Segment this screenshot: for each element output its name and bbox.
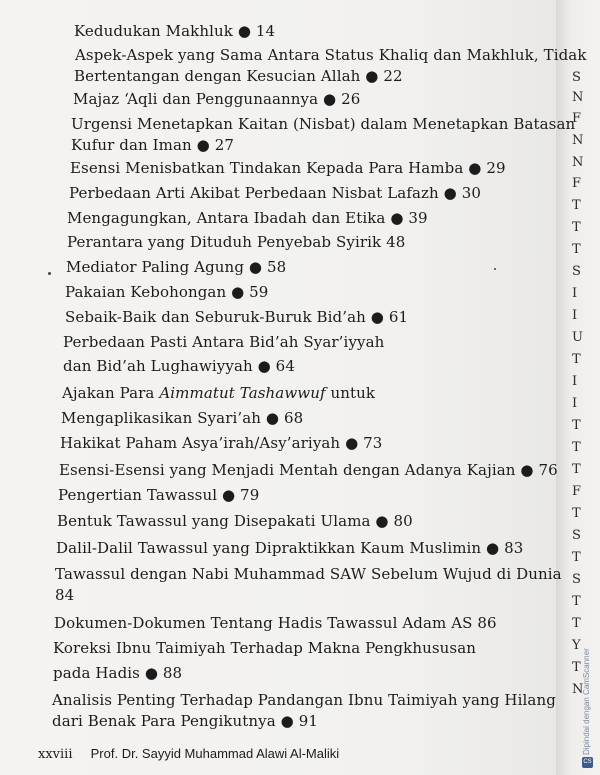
toc-entry: Kedudukan Makhluk ● 14 bbox=[74, 22, 276, 40]
facing-page-letter: F bbox=[572, 176, 582, 191]
facing-page-letter: N bbox=[572, 155, 584, 170]
facing-page-letter: N bbox=[572, 90, 584, 105]
toc-entry: Perbedaan Pasti Antara Bid’ah Syar’iyyah bbox=[63, 333, 385, 351]
facing-page-letter: T bbox=[572, 660, 581, 675]
facing-page-letter: U bbox=[572, 330, 583, 345]
toc-entry: Mengaplikasikan Syari’ah ● 68 bbox=[61, 409, 304, 427]
facing-page-letter: T bbox=[572, 352, 581, 367]
toc-entry: Ajakan Para Aimmatut Tashawwuf untuk bbox=[62, 384, 376, 402]
toc-entry: Pakaian Kebohongan ● 59 bbox=[65, 283, 269, 301]
toc-entry: pada Hadis ● 88 bbox=[53, 664, 183, 682]
ink-speck bbox=[494, 268, 496, 270]
toc-entry: Sebaik-Baik dan Seburuk-Buruk Bid’ah ● 61 bbox=[65, 308, 409, 326]
facing-page-letter: N bbox=[572, 133, 584, 148]
facing-page-letter: T bbox=[572, 242, 581, 257]
toc-entry: Koreksi Ibnu Taimiyah Terhadap Makna Pengkhususan bbox=[53, 639, 476, 657]
toc-entry: Mediator Paling Agung ● 58 bbox=[66, 258, 287, 276]
facing-page-letter: T bbox=[572, 616, 581, 631]
facing-page-letter: T bbox=[572, 198, 581, 213]
facing-page-letter: I bbox=[572, 396, 578, 411]
toc-entry: Bentuk Tawassul yang Disepakati Ulama ● 80 bbox=[57, 512, 413, 530]
toc-entry: dari Benak Para Pengikutnya ● 91 bbox=[52, 712, 319, 730]
toc-entry: Analisis Penting Terhadap Pandangan Ibnu Taimiyah yang Hilang bbox=[52, 691, 556, 709]
toc-entry: Majaz ‘Aqli dan Penggunaannya ● 26 bbox=[73, 90, 361, 108]
facing-page-letter: S bbox=[572, 70, 581, 85]
facing-page-letter: T bbox=[572, 506, 581, 521]
toc-entry: Bertentangan dengan Kesucian Allah ● 22 bbox=[74, 67, 403, 85]
ink-speck bbox=[48, 272, 51, 275]
facing-page-letter: T bbox=[572, 440, 581, 455]
scanner-watermark bbox=[582, 645, 596, 755]
toc-entry: Perantara yang Dituduh Penyebab Syirik 48 bbox=[67, 233, 406, 251]
facing-page-letter: I bbox=[572, 374, 578, 389]
toc-entry: Hakikat Paham Asya’irah/Asy’ariyah ● 73 bbox=[60, 434, 383, 452]
toc-entry: dan Bid’ah Lughawiyyah ● 64 bbox=[63, 357, 295, 375]
scanner-watermark-text: Dipindai dengan CamScanner bbox=[582, 648, 591, 755]
toc-entry: 84 bbox=[55, 586, 75, 604]
facing-page-letter: T bbox=[572, 594, 581, 609]
toc-entry: Tawassul dengan Nabi Muhammad SAW Sebelum Wujud di Dunia bbox=[55, 565, 562, 583]
toc-entry: Dalil-Dalil Tawassul yang Dipraktikkan Kaum Muslimin ● 83 bbox=[56, 539, 524, 557]
toc-entry: Mengagungkan, Antara Ibadah dan Etika ● 39 bbox=[67, 209, 428, 227]
facing-page-letter: Y bbox=[572, 638, 581, 653]
facing-page-letter: T bbox=[572, 418, 581, 433]
camscanner-logo-icon: CS bbox=[582, 757, 593, 768]
toc-entry: Aspek-Aspek yang Sama Antara Status Khaliq dan Makhluk, Tidak bbox=[75, 46, 587, 64]
page-footer bbox=[38, 746, 339, 762]
toc-entry: Kufur dan Iman ● 27 bbox=[71, 136, 235, 154]
facing-page-letter: F bbox=[572, 111, 582, 126]
facing-page-letter: I bbox=[572, 286, 578, 301]
running-footer-author: Prof. Dr. Sayyid Muhammad Alawi Al-Maliki bbox=[90, 746, 340, 761]
facing-page-letter: T bbox=[572, 550, 581, 565]
facing-page-letter: F bbox=[572, 484, 582, 499]
page-number: xxviii bbox=[38, 747, 73, 762]
toc-entry: Pengertian Tawassul ● 79 bbox=[58, 486, 260, 504]
toc-entry: Dokumen-Dokumen Tentang Hadis Tawassul Adam AS 86 bbox=[54, 614, 497, 632]
facing-page-letter: T bbox=[572, 462, 581, 477]
toc-entry: Perbedaan Arti Akibat Perbedaan Nisbat Lafazh ● 30 bbox=[69, 184, 482, 202]
facing-page-letter: S bbox=[572, 528, 581, 543]
facing-page-letter: I bbox=[572, 308, 578, 323]
facing-page-letter: S bbox=[572, 572, 581, 587]
toc-entry: Esensi-Esensi yang Menjadi Mentah dengan Adanya Kajian ● 76 bbox=[59, 461, 558, 479]
facing-page-letter: N bbox=[572, 682, 584, 697]
toc-entry: Urgensi Menetapkan Kaitan (Nisbat) dalam Menetapkan Batasan bbox=[71, 115, 576, 133]
facing-page-letter: T bbox=[572, 220, 581, 235]
facing-page-letter: S bbox=[572, 264, 581, 279]
toc-entry: Esensi Menisbatkan Tindakan Kepada Para Hamba ● 29 bbox=[70, 159, 506, 177]
